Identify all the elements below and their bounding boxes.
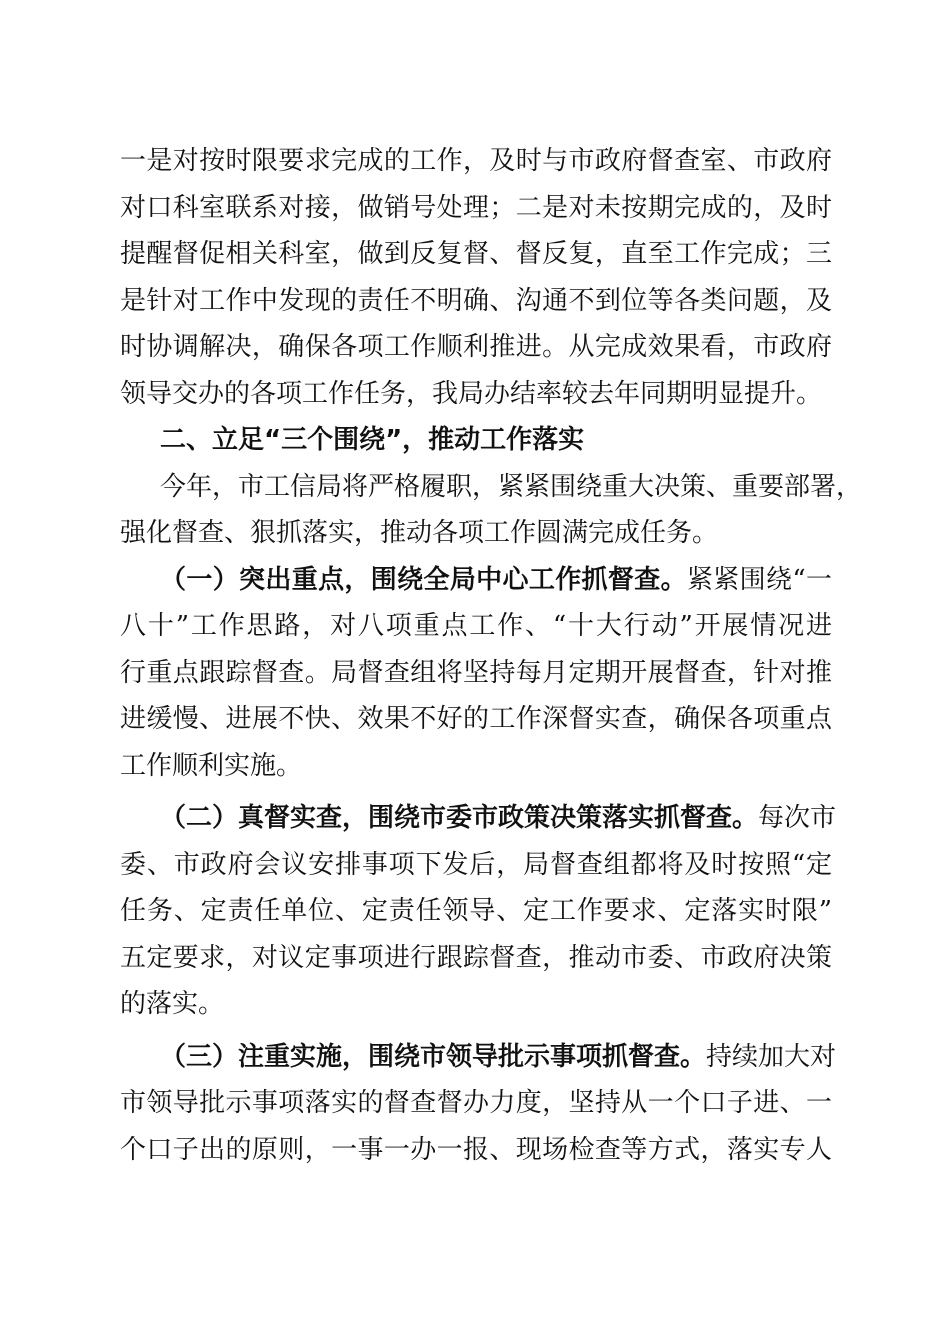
text-line: [120, 557, 832, 604]
text-run: 紧紧围绕“一: [686, 564, 832, 595]
subsection-title: （二）真督实查，围绕市委市政策决策落实抓督查。: [160, 803, 759, 833]
section-heading: 二、立足“三个围绕”，推动工作落实: [160, 425, 585, 455]
text-line: 进缓慢、进展不快、效果不好的工作深督实查，确保各项重点: [120, 704, 832, 734]
text-line: 强化督查、狠抓落实，推动各项工作圆满完成任务。: [120, 518, 719, 548]
paragraph-section-2: [120, 795, 837, 1028]
text-line: 八十”工作思路，对八项重点工作、“十大行动”开展情况进: [120, 611, 832, 641]
text-line: 今年，市工信局将严格履职，紧紧围绕重大决策、重要部署，: [160, 471, 863, 502]
text-line: [120, 1034, 837, 1081]
text-line: 领导交办的各项工作任务，我局办结率较去年同期明显提升。: [120, 378, 823, 409]
paragraph-completion: [120, 138, 832, 417]
text-line: 提醒督促相关科室，做到反复督、督反复，直至工作完成；三: [120, 239, 832, 269]
text-line: 任务、定责任单位、定责任领导、定工作要求、定落实时限”: [120, 896, 832, 926]
paragraph-section-1: [120, 557, 832, 790]
text-line: 一是对按时限要求完成的工作，及时与市政府督查室、市政府: [120, 146, 832, 176]
document-body: [120, 138, 863, 1173]
text-line: 是针对工作中发现的责任不明确、沟通不到位等各类问题，及: [120, 285, 832, 316]
paragraph-section-3: [120, 1034, 837, 1174]
text-line: 五定要求，对议定事项进行跟踪督查，推动市委、市政府决策: [120, 942, 832, 973]
paragraph-intro: [120, 464, 863, 557]
text-line: 委、市政府会议安排事项下发后，局督查组都将及时按照“定: [120, 849, 832, 880]
text-run: 每次市: [758, 803, 837, 833]
text-line: [120, 795, 837, 842]
text-line: 行重点跟踪督查。局督查组将坚持每月定期开展督查，针对推: [120, 657, 832, 688]
text-line: 市领导批示事项落实的督查督办力度，坚持从一个口子进、一: [120, 1088, 832, 1118]
text-line: 的落实。: [120, 989, 225, 1019]
text-line: 个口子出的原则，一事一办一报、现场检查等方式，落实专人: [120, 1134, 832, 1165]
text-run: 持续加大对: [706, 1041, 837, 1072]
text-line: 对口科室联系对接，做销号处理；二是对未按期完成的，及时: [120, 192, 832, 223]
text-line: 工作顺利实施。: [120, 750, 303, 781]
subsection-title: （三）注重实施，围绕市领导批示事项抓督查。: [160, 1041, 707, 1072]
subsection-title: （一）突出重点，围绕全局中心工作抓督查。: [160, 564, 687, 595]
text-line: 时协调解决，确保各项工作顺利推进。从完成效果看，市政府: [120, 332, 832, 362]
